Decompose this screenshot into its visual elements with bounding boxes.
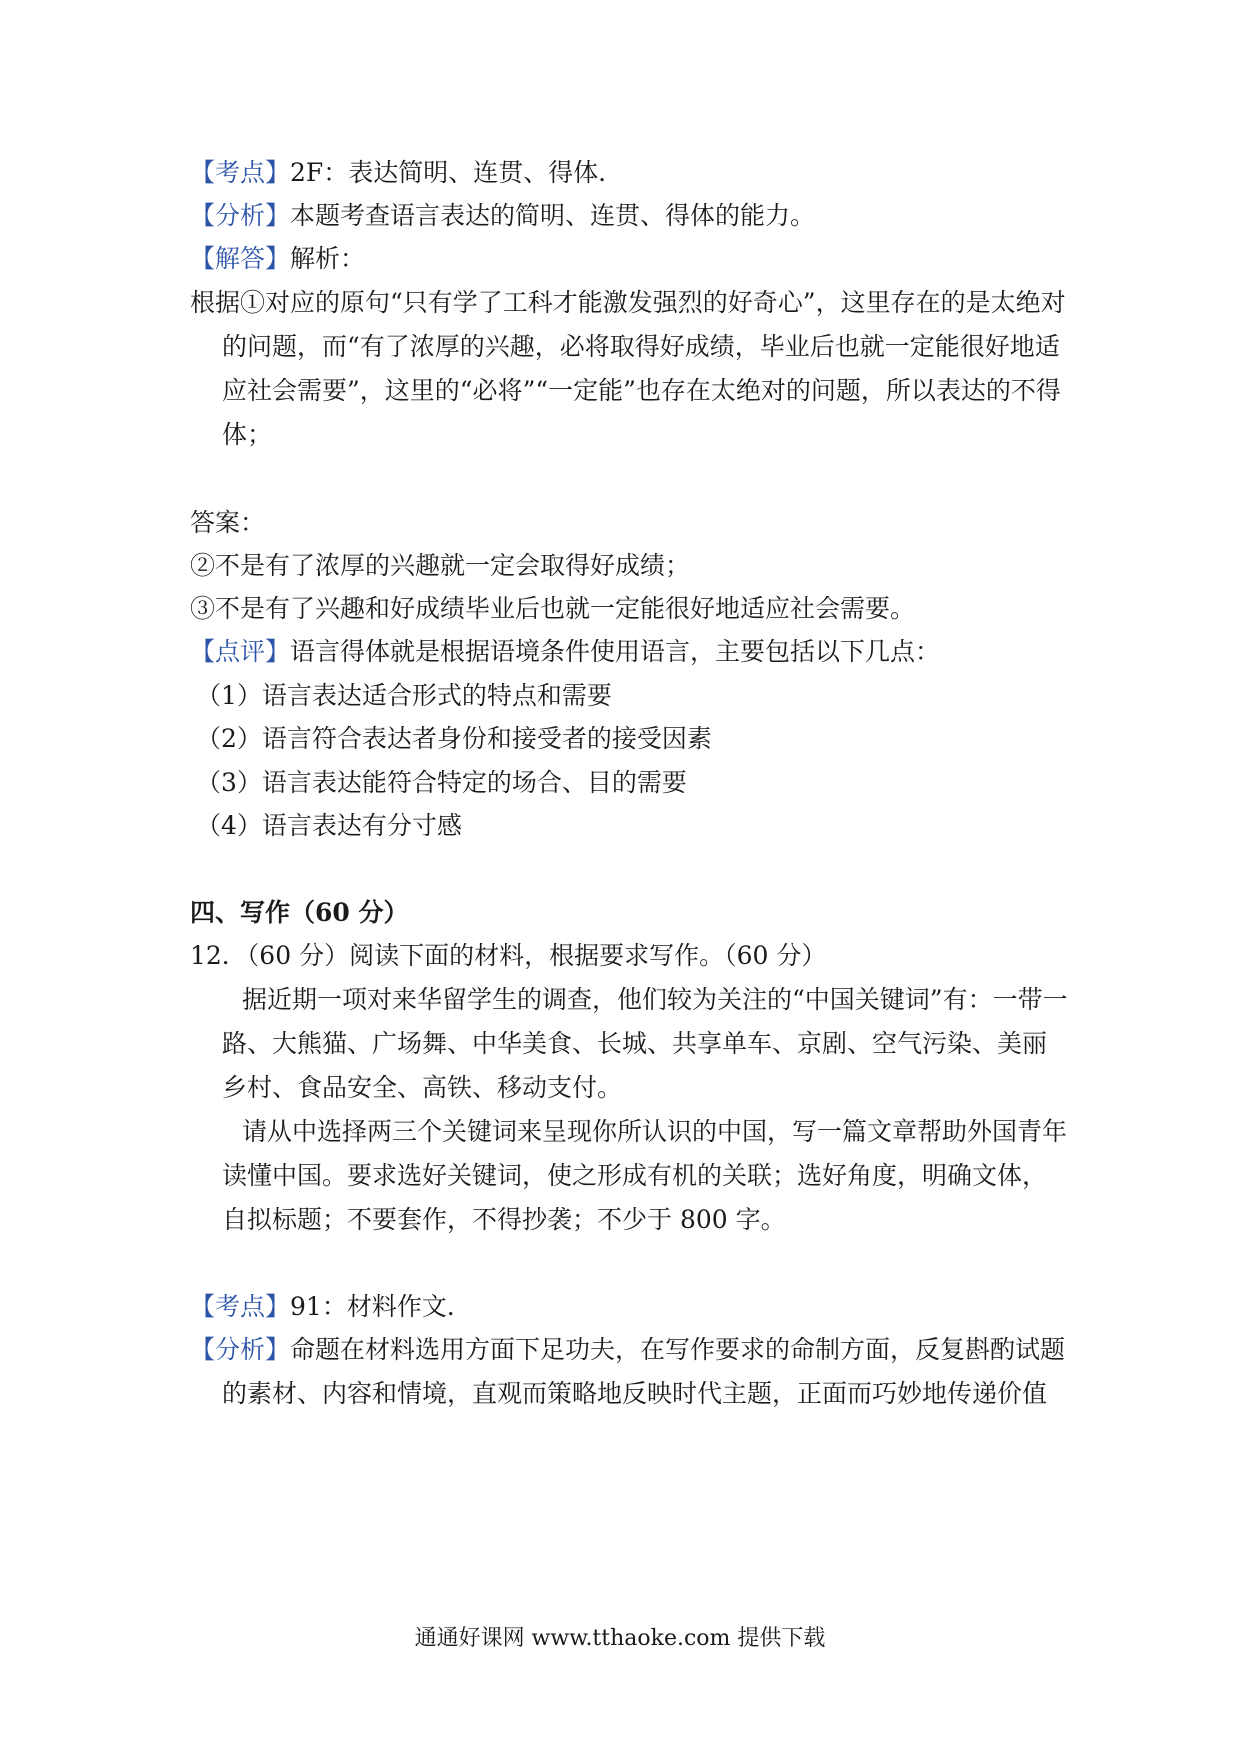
material-line: 自拟标题；不要套作，不得抄袭；不少于 800 字。 — [222, 1205, 786, 1234]
question-line: 12．（60 分）阅读下面的材料，根据要求写作。（60 分） — [190, 941, 827, 970]
fenxi-line-2 — [190, 1335, 1065, 1365]
page-footer: 通通好课网 www.tthaoke.com 提供下载 — [414, 1626, 826, 1651]
material-line: 读懂中国。要求选好关键词，使之形成有机的关联；选好角度，明确文体， — [222, 1161, 1048, 1190]
material-line: 路、大熊猫、广场舞、中华美食、长城、共享单车、京剧、空气污染、美丽 — [222, 1029, 1048, 1058]
analysis-line: 应社会需要”，这里的“必将”“一定能”也存在太绝对的问题，所以表达的不得 — [222, 376, 1061, 405]
fenxi-line — [190, 201, 815, 231]
point-item: （1）语言表达适合形式的特点和需要 — [196, 681, 612, 710]
fenxi-text-2: 命题在材料选用方面下足功夫，在写作要求的命制方面，反复斟酌试题 — [290, 1335, 1066, 1364]
section-heading: 四、写作（60 分） — [190, 898, 409, 927]
jieda-tag: 【解答】 — [190, 244, 291, 273]
fenxi-tag-2: 【分析】 — [190, 1335, 291, 1364]
answer-item: ③不是有了兴趣和好成绩毕业后也就一定能很好地适应社会需要。 — [190, 594, 916, 623]
material-line: 据近期一项对来华留学生的调查，他们较为关注的“中国关键词”有：一带一 — [242, 985, 1068, 1014]
analysis-line: 体； — [222, 420, 273, 449]
point-item: （3）语言表达能符合特定的场合、目的需要 — [196, 768, 687, 797]
dianping-line — [190, 637, 940, 667]
kaodian-text-2: 91：材料作文． — [290, 1292, 472, 1321]
fenxi-text: 本题考查语言表达的简明、连贯、得体的能力。 — [290, 201, 816, 230]
answer-item: ②不是有了浓厚的兴趣就一定会取得好成绩； — [190, 551, 691, 580]
kaodian-tag: 【考点】 — [190, 158, 291, 187]
point-item: （2）语言符合表达者身份和接受者的接受因素 — [196, 724, 712, 753]
dianping-text: 语言得体就是根据语境条件使用语言，主要包括以下几点： — [290, 637, 941, 666]
answer-label: 答案： — [190, 508, 266, 537]
kaodian-tag-2: 【考点】 — [190, 1292, 291, 1321]
jieda-text: 解析： — [290, 244, 366, 273]
fenxi-tag: 【分析】 — [190, 201, 291, 230]
kaodian-line — [190, 158, 623, 188]
dianping-tag: 【点评】 — [190, 637, 291, 666]
kaodian-text: 2F：表达简明、连贯、得体． — [290, 158, 624, 187]
material-line: 乡村、食品安全、高铁、移动支付。 — [222, 1073, 623, 1102]
analysis-line: 根据①对应的原句“只有学了工科才能激发强烈的好奇心”，这里存在的是太绝对 — [190, 288, 1066, 317]
point-item: （4）语言表达有分寸感 — [196, 811, 462, 840]
analysis-line: 的问题，而“有了浓厚的兴趣，必将取得好成绩，毕业后也就一定能很好地适 — [222, 332, 1060, 361]
material-line: 请从中选择两三个关键词来呈现你所认识的中国，写一篇文章帮助外国青年 — [242, 1117, 1068, 1146]
kaodian-line-2 — [190, 1292, 472, 1322]
fenxi-line-2-cont: 的素材、内容和情境，直观而策略地反映时代主题，正面而巧妙地传递价值 — [222, 1379, 1048, 1408]
jieda-line — [190, 244, 365, 274]
